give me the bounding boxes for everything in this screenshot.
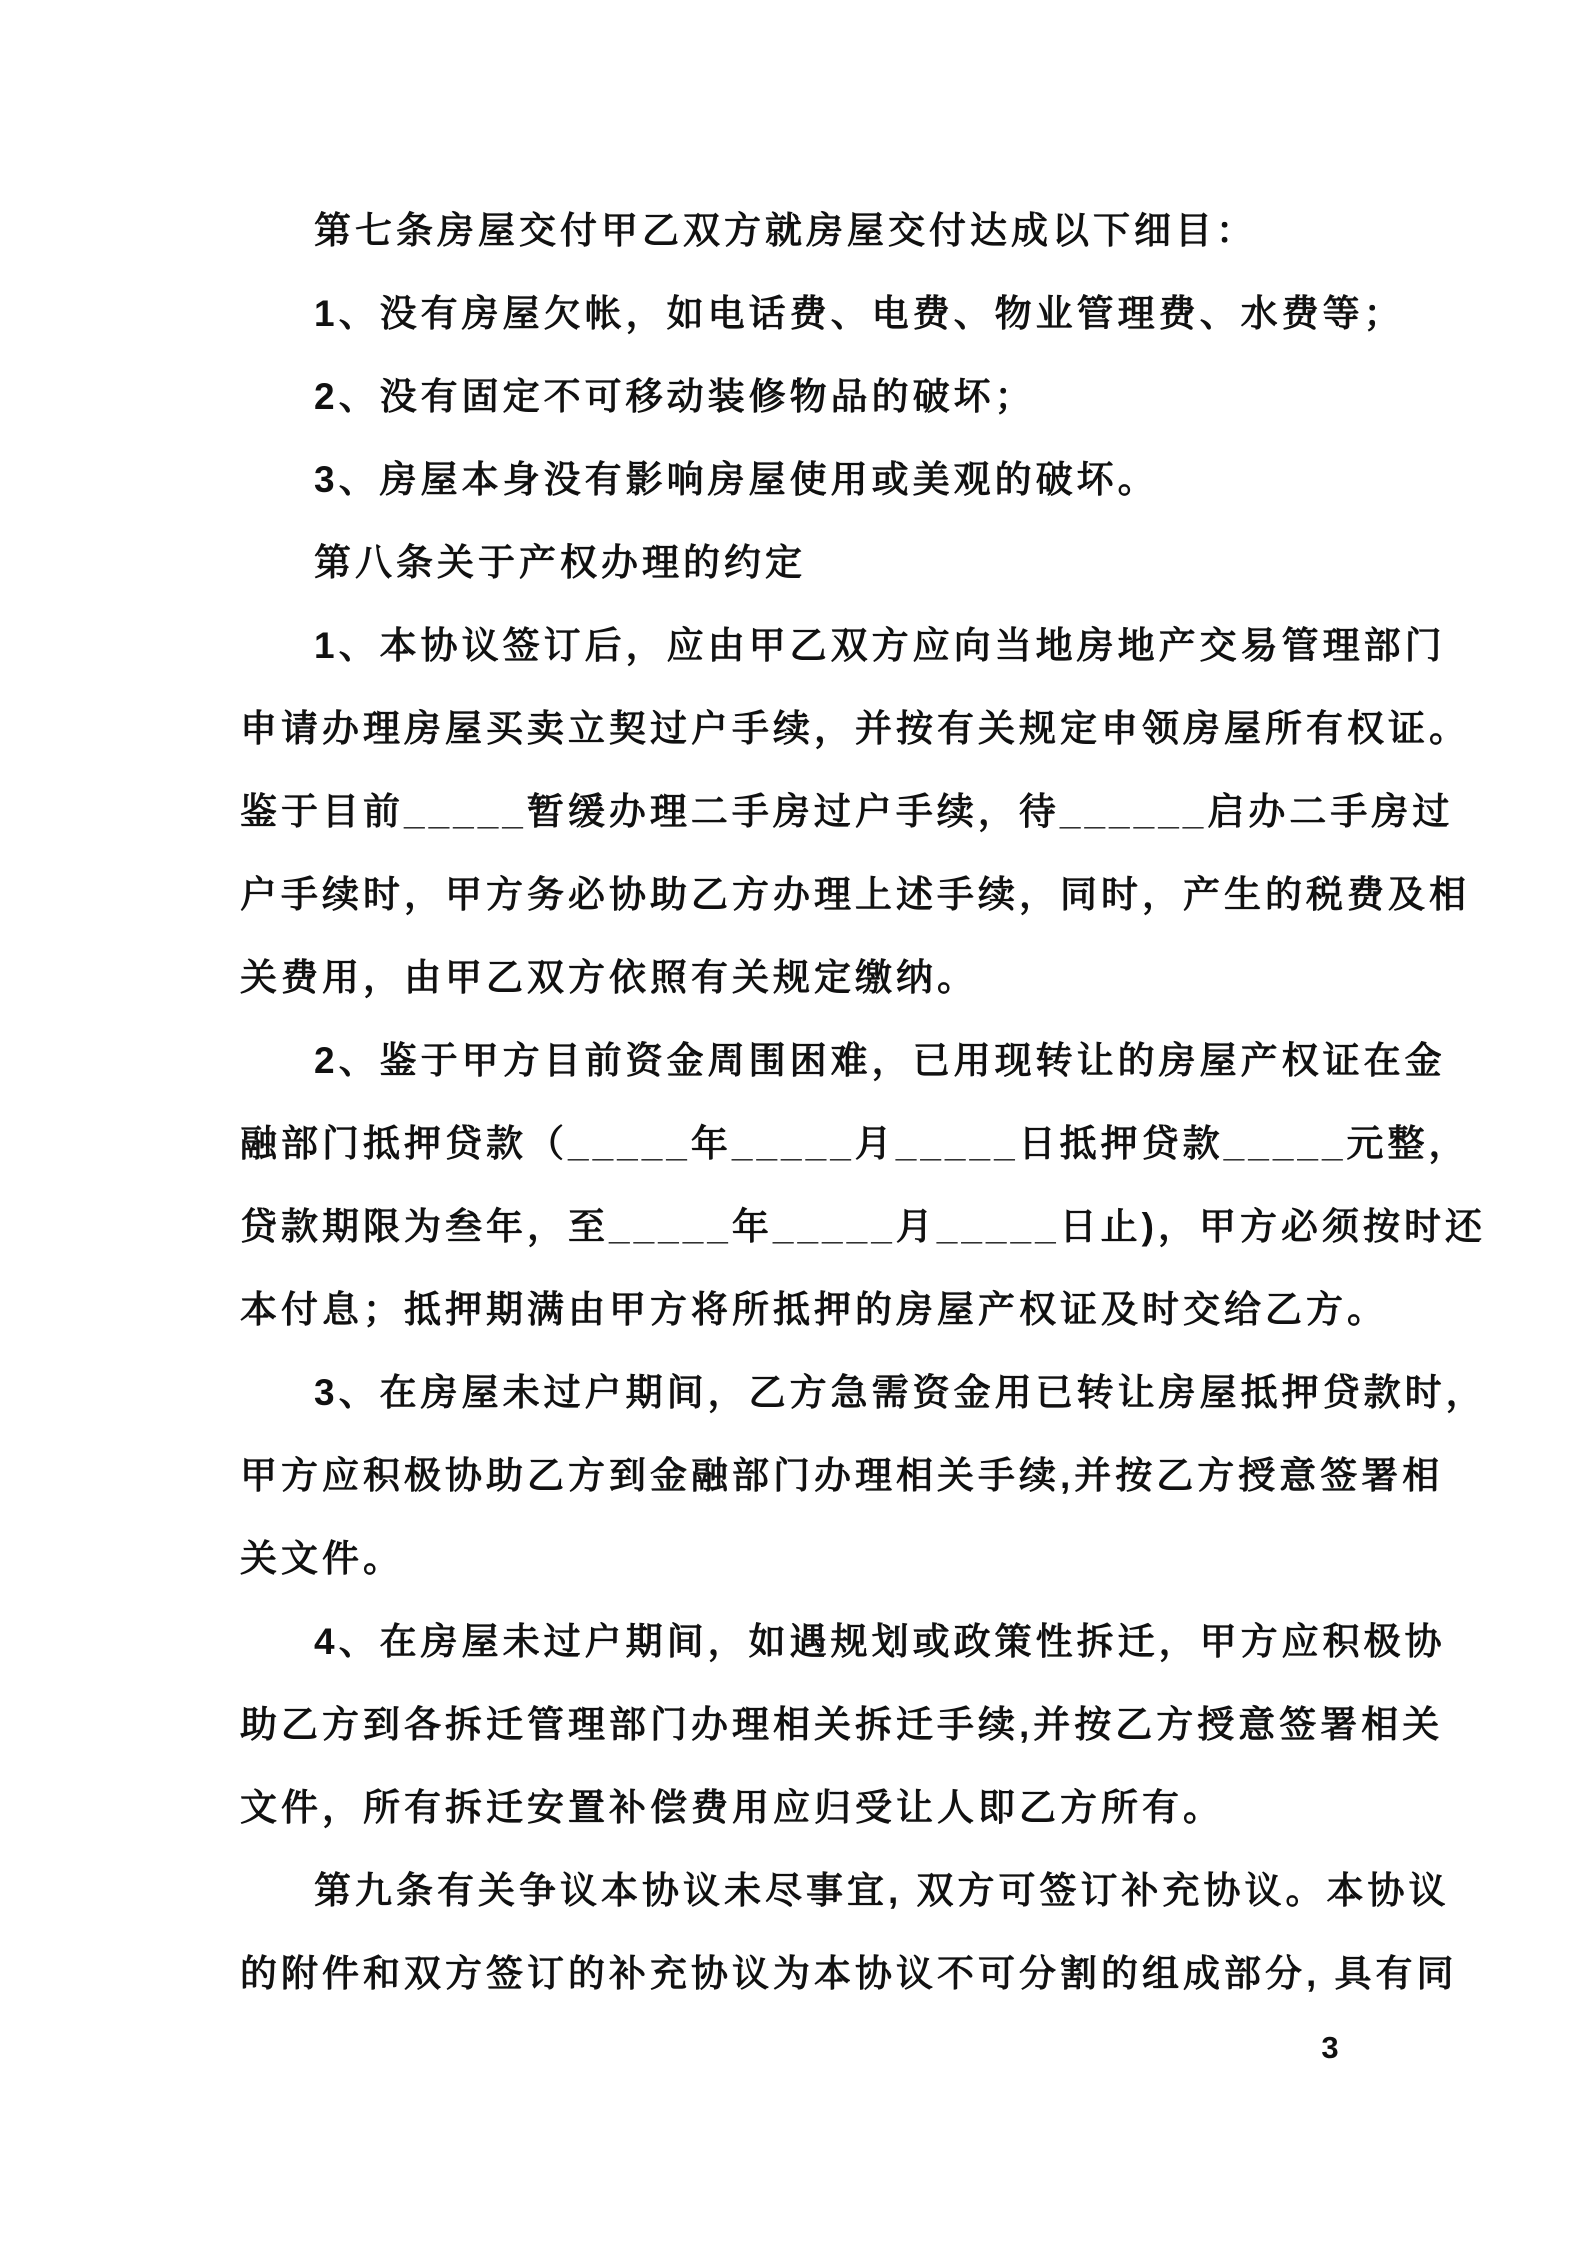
text-line: 户手续时，甲方务必协助乙方办理上述手续，同时，产生的税费及相 xyxy=(240,874,1470,915)
page-number: 3 xyxy=(1321,2030,1339,2065)
text-line: 本付息；抵押期满由甲方将所抵押的房屋产权证及时交给乙方。 xyxy=(240,1289,1388,1330)
text-line: 第九条有关争议本协议未尽事宜, 双方可签订补充协议。本协议 xyxy=(314,1870,1450,1911)
text-line: 第七条房屋交付甲乙双方就房屋交付达成以下细目： xyxy=(314,210,1257,251)
text-line: 融部门抵押贷款（_____年_____月_____日抵押贷款_____元整， xyxy=(240,1123,1470,1164)
text-line: 关文件。 xyxy=(240,1538,404,1579)
text-line: 文件，所有拆迁安置补偿费用应归受让人即乙方所有。 xyxy=(240,1787,1224,1828)
text-line: 助乙方到各拆迁管理部门办理相关拆迁手续,并按乙方授意签署相关 xyxy=(240,1704,1444,1745)
text-line: 3、在房屋未过户期间，乙方急需资金用已转让房屋抵押贷款时， xyxy=(314,1372,1487,1413)
text-line: 2、没有固定不可移动装修物品的破坏； xyxy=(314,376,1036,417)
text-line: 1、本协议签订后，应由甲乙双方应向当地房地产交易管理部门 xyxy=(314,625,1446,666)
text-line: 的附件和双方签订的补充协议为本协议不可分割的组成部分, 具有同 xyxy=(240,1953,1458,1994)
text-line: 关费用，由甲乙双方依照有关规定缴纳。 xyxy=(240,957,978,998)
text-line: 2、鉴于甲方目前资金周围困难，已用现转让的房屋产权证在金 xyxy=(314,1040,1446,1081)
text-line: 申请办理房屋买卖立契过户手续，并按有关规定申领房屋所有权证。 xyxy=(240,708,1470,749)
text-line: 贷款期限为叁年，至_____年_____月_____日止)，甲方必须按时还 xyxy=(240,1206,1486,1247)
text-line: 4、在房屋未过户期间，如遇规划或政策性拆迁，甲方应积极协 xyxy=(314,1621,1446,1662)
text-line: 3、房屋本身没有影响房屋使用或美观的破坏。 xyxy=(314,459,1159,500)
text-line: 1、没有房屋欠帐，如电话费、电费、物业管理费、水费等； xyxy=(314,293,1405,334)
text-line: 鉴于目前_____暂缓办理二手房过户手续，待______启办二手房过 xyxy=(240,791,1454,832)
text-line: 第八条关于产权办理的约定 xyxy=(314,542,806,583)
text-line: 甲方应积极协助乙方到金融部门办理相关手续,并按乙方授意签署相 xyxy=(240,1455,1444,1496)
document-body xyxy=(240,189,1526,2015)
